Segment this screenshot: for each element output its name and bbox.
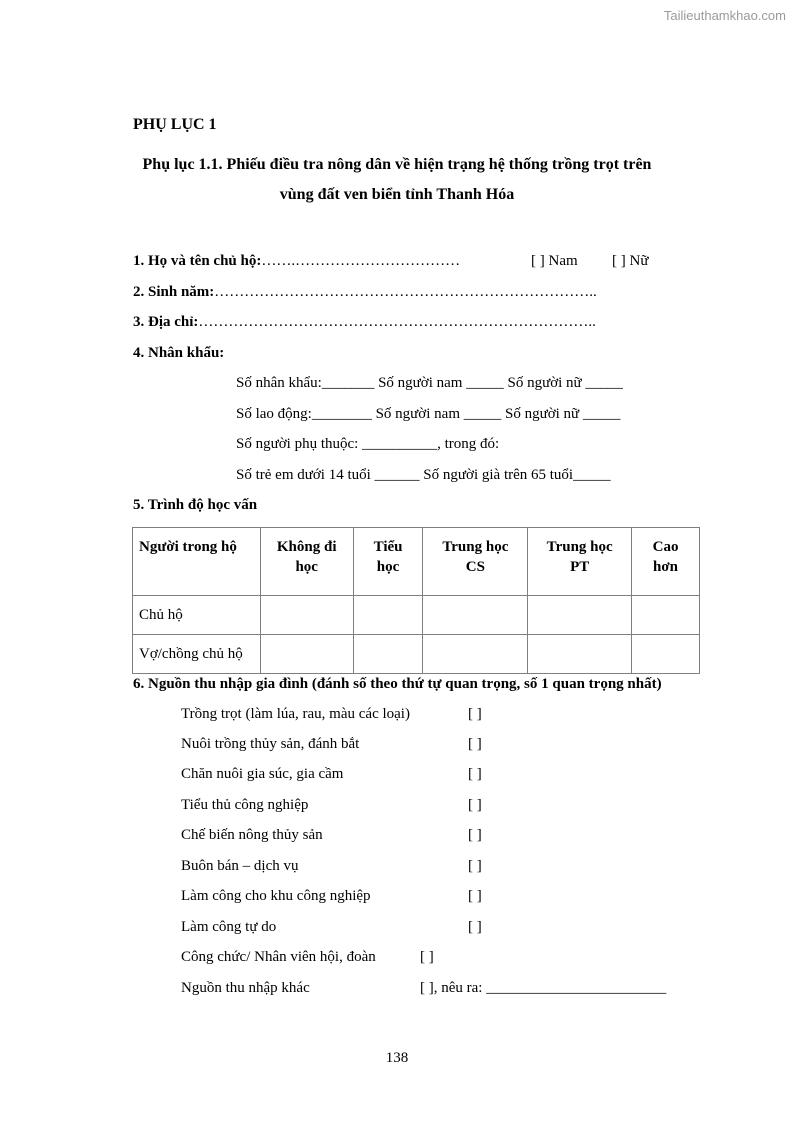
rank-box[interactable]: [ ] bbox=[468, 919, 482, 935]
list-item: Trồng trọt (làm lúa, rau, màu các loại) bbox=[181, 706, 410, 722]
page-number: 138 bbox=[385, 1050, 409, 1066]
row-label-head: Chủ hộ bbox=[133, 596, 261, 635]
female-checkbox[interactable]: [ ] Nữ bbox=[612, 253, 649, 269]
table-header-row bbox=[133, 528, 700, 596]
list-item: Tiểu thủ công nghiệp bbox=[181, 797, 309, 813]
form-title-line2: vùng đất ven biển tỉnh Thanh Hóa bbox=[279, 186, 515, 203]
table-cell[interactable] bbox=[260, 596, 353, 635]
male-checkbox[interactable]: [ ] Nam bbox=[531, 253, 578, 269]
appendix-title: PHỤ LỤC 1 bbox=[133, 116, 217, 133]
question-1-label: 1. Họ và tên chủ hộ: bbox=[133, 253, 262, 269]
question-1 bbox=[133, 253, 460, 270]
table-cell[interactable] bbox=[423, 635, 528, 674]
list-item: Buôn bán – dịch vụ bbox=[181, 858, 299, 874]
form-title-line1: Phụ lục 1.1. Phiếu điều tra nông dân về hiện trạng hệ thống trồng trọt trên bbox=[142, 156, 652, 173]
question-1-blank[interactable]: …….…………………………… bbox=[261, 253, 461, 269]
rank-box[interactable]: [ ] bbox=[468, 858, 482, 874]
table-cell[interactable] bbox=[423, 596, 528, 635]
list-item: Công chức/ Nhân viên hội, đoàn bbox=[181, 949, 376, 965]
labor-line[interactable]: Số lao động:________ Số người nam _____ Số người nữ _____ bbox=[236, 406, 621, 422]
rank-box[interactable]: [ ] bbox=[420, 949, 434, 965]
list-item: Chăn nuôi gia súc, gia cầm bbox=[181, 766, 344, 782]
list-item: Làm công tự do bbox=[181, 919, 277, 935]
header-lower-secondary: Trung học CS bbox=[423, 528, 528, 596]
list-item: Làm công cho khu công nghiệp bbox=[181, 888, 371, 904]
question-3-label: 3. Địa chỉ: bbox=[133, 314, 199, 330]
table-cell[interactable] bbox=[528, 596, 632, 635]
table-row bbox=[133, 596, 700, 635]
header-primary: Tiểu học bbox=[353, 528, 423, 596]
question-5-label: 5. Trình độ học vấn bbox=[133, 497, 258, 513]
header-household-member: Người trong hộ bbox=[133, 528, 261, 596]
question-6-label: 6. Nguồn thu nhập gia đình (đánh số theo thứ tự quan trọng, số 1 quan trọng nhất) bbox=[133, 676, 662, 692]
watermark: Tailieuthamkhao.com bbox=[663, 8, 786, 23]
rank-box-other[interactable]: [ ], nêu ra: ________________________ bbox=[420, 980, 667, 996]
table-cell[interactable] bbox=[353, 635, 423, 674]
rank-box[interactable]: [ ] bbox=[468, 766, 482, 782]
header-higher: Cao hơn bbox=[632, 528, 700, 596]
dependents-line[interactable]: Số người phụ thuộc: __________, trong đó: bbox=[236, 436, 500, 452]
header-no-schooling: Không đi học bbox=[260, 528, 353, 596]
table-cell[interactable] bbox=[260, 635, 353, 674]
rank-box[interactable]: [ ] bbox=[468, 888, 482, 904]
children-elderly-line[interactable]: Số trẻ em dưới 14 tuổi ______ Số người già trên 65 tuổi_____ bbox=[236, 467, 611, 483]
rank-box[interactable]: [ ] bbox=[468, 706, 482, 722]
table-cell[interactable] bbox=[632, 635, 700, 674]
table-cell[interactable] bbox=[528, 635, 632, 674]
household-size-line[interactable]: Số nhân khẩu:_______ Số người nam _____ Số người nữ _____ bbox=[236, 375, 623, 391]
table-cell[interactable] bbox=[632, 596, 700, 635]
question-2-label: 2. Sinh năm: bbox=[133, 284, 215, 300]
question-4-label: 4. Nhân khẩu: bbox=[133, 345, 225, 361]
rank-box[interactable]: [ ] bbox=[468, 797, 482, 813]
table-row bbox=[133, 635, 700, 674]
education-table bbox=[132, 527, 700, 674]
rank-box[interactable]: [ ] bbox=[468, 827, 482, 843]
list-item: Nguồn thu nhập khác bbox=[181, 980, 310, 996]
table-cell[interactable] bbox=[353, 596, 423, 635]
question-3 bbox=[133, 314, 596, 331]
row-label-spouse: Vợ/chồng chủ hộ bbox=[133, 635, 261, 674]
list-item: Chế biến nông thủy sản bbox=[181, 827, 323, 843]
question-2-blank[interactable]: ………………………………………………………………….. bbox=[214, 284, 597, 300]
question-3-blank[interactable]: …………………………………………………………………….. bbox=[198, 314, 596, 330]
question-2 bbox=[133, 284, 597, 301]
header-upper-secondary: Trung học PT bbox=[528, 528, 632, 596]
rank-box[interactable]: [ ] bbox=[468, 736, 482, 752]
list-item: Nuôi trồng thủy sản, đánh bắt bbox=[181, 736, 360, 752]
